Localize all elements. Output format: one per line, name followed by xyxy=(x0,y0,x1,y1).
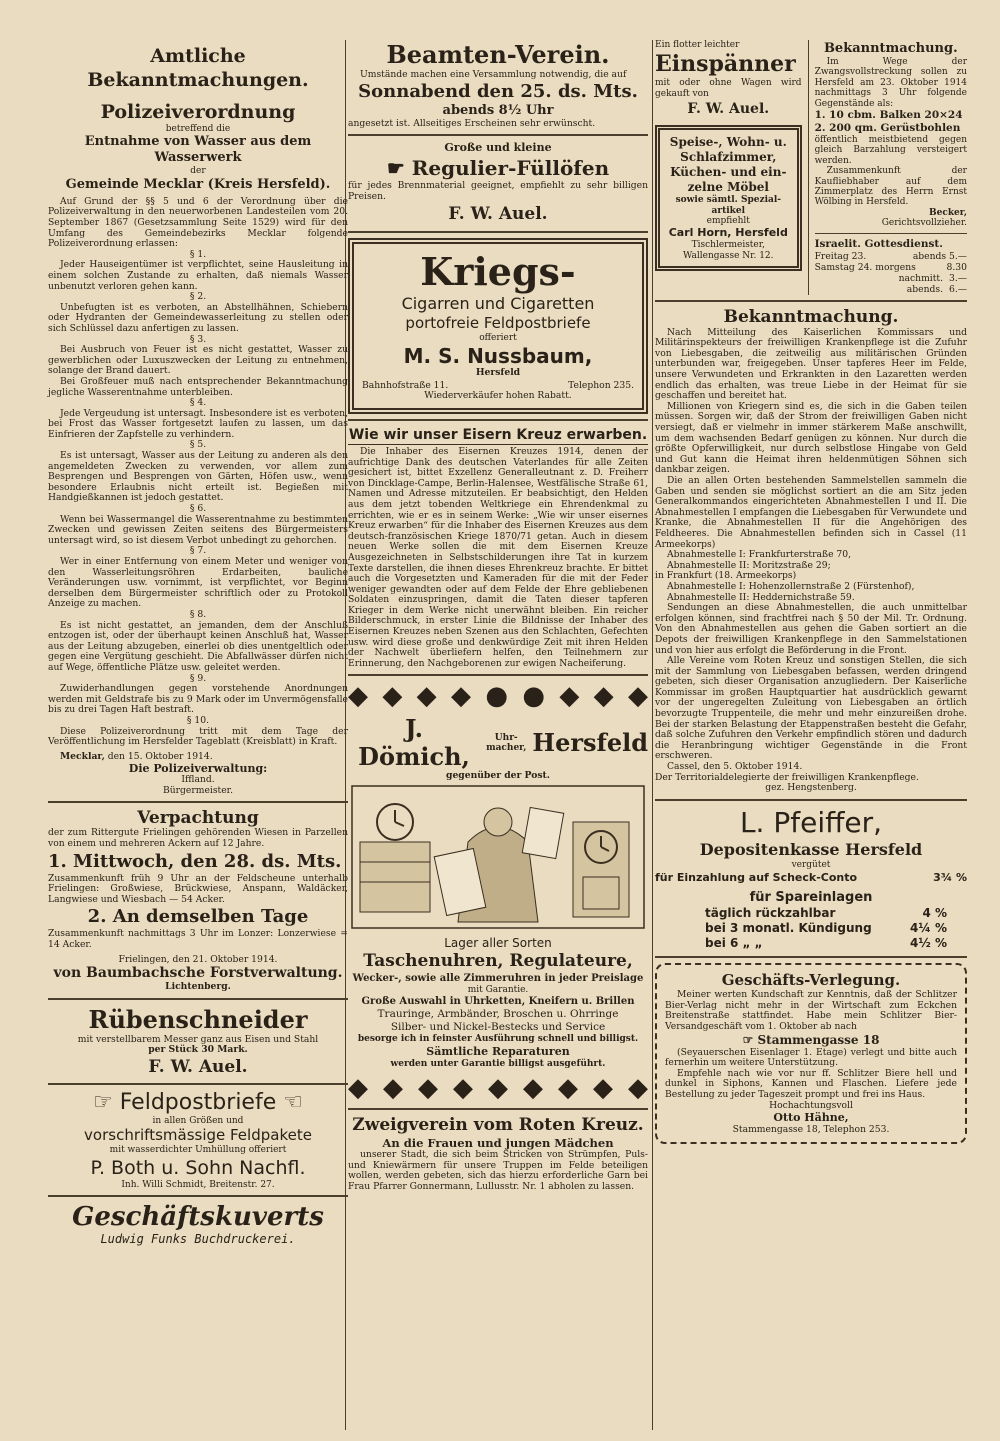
service-day: Freitag 23. xyxy=(814,250,867,262)
furniture-line-6: artikel xyxy=(711,205,746,216)
paragraph-8: Es ist nicht gestattet, an jemanden, dem der Anschluß entzogen ist, oder der überhaupt keinen Anschluß hat, Wasser aus der Leitung abzugeben, einerlei ob dies unentgeltlich oder gegen eine Vergütung geschieht. Die Abfallwässer dürfen nicht auf Wege, öffentliche Plätze usw. geleitet werden. xyxy=(48,619,348,673)
relocation-address-text: Stammengasse 18 xyxy=(757,1032,880,1047)
carriage-and-furniture xyxy=(655,40,802,295)
ordinance-date: den 15. Oktober 1914. xyxy=(107,750,213,762)
bank-rate-label: täglich rückzahlbar xyxy=(705,906,836,921)
auction-title: Bekanntmachung. xyxy=(823,41,958,56)
lease-signer: von Baumbachsche Forstverwaltung. xyxy=(53,965,343,982)
furniture-line-3: Küchen- und ein- xyxy=(670,165,787,180)
auction-item-2: 2. 200 qm. Gerüstbohlen xyxy=(814,122,961,135)
envelopes-printer: Ludwig Funks Buchdruckerei. xyxy=(100,1232,296,1247)
diamond-ornament: ◆ xyxy=(453,1073,473,1104)
furniture-firm: Carl Horn, Hersfeld xyxy=(668,226,788,240)
diamond-ornament: ◆ xyxy=(382,681,403,712)
watchmaker-line-8: Sämtliche Reparaturen xyxy=(426,1044,570,1058)
cigars-city: Hersfeld xyxy=(475,366,521,378)
paragraph-6-mark: § 6. xyxy=(189,503,207,515)
diamond-border xyxy=(348,681,648,711)
iron-cross-title: Wie wir unser Eisern Kreuz erwarben. xyxy=(348,426,648,443)
stoves-firm: F. W. Auel. xyxy=(448,204,548,225)
divider xyxy=(655,799,967,801)
paragraph-2: Unbefugten ist es verboten, an Abstellhähnen, Schiebern oder Hydranten der Gemeindewasserleitung zu stellen oder sich Schlüssel dazu anfertigen zu lassen. xyxy=(48,301,348,334)
paragraph-2-mark: § 2. xyxy=(189,291,207,303)
divider xyxy=(48,1083,348,1085)
relief-notice-p1: Nach Mitteilung des Kaiserlichen Kommissars und Militärinspekteurs der freiwilligen Krankenpflege ist die Zufuhr von Liebesgaben, die zeitweilig aus militärischen Gründen unterbunden war, freigegeben. Unser tapferes Heer im Felde, unsere Verwundeten und Erkrankten in den Lazaretten werden endlich das erhalten, was treue Liebe in der Heimat für sie geschaffen und bereitet hat. xyxy=(655,326,967,402)
beet-cutter-price: per Stück 30 Mark. xyxy=(148,1044,248,1056)
top-row xyxy=(655,40,967,295)
paragraph-10: Diese Polizeiverordnung tritt mit dem Tage der Veröffentlichung im Hersfelder Tageblatt (Kreisblatt) in Kraft. xyxy=(48,725,348,748)
watchmaker-line-9: werden unter Garantie billigst ausgeführt. xyxy=(390,1058,606,1069)
watchmaker-line-5: Trauringe, Armbänder, Broschen u. Ohrringe xyxy=(377,1008,619,1021)
paragraph-10-mark: § 10. xyxy=(186,714,210,726)
divider xyxy=(48,801,348,803)
relief-notice-p3: Die an allen Orten bestehenden Sammelstellen sammeln die Gaben und senden sie möglichst sortiert an die am Sitz jeden Generalkommandos eingerichteten Abnahmestellen I und II. Die Abnahmestellen I empfangen die Liebesgaben für Verwundete und Kranke, die Abnahmestellen II für die Angehörigen des Feldheeres. Die Abnahmestellen befinden sich in Cassel (11 Armeekorps) xyxy=(655,475,967,550)
watchmaker-line-4: Große Auswahl in Uhrketten, Kneifern u. Brillen xyxy=(361,996,635,1008)
divider xyxy=(348,674,648,676)
paragraph-5-mark: § 5. xyxy=(189,439,207,451)
stoves-title xyxy=(348,155,648,181)
service-time: 3.— xyxy=(949,272,967,284)
relief-notice-address-5: Abnahmestelle II: Heddernichstraße 59. xyxy=(667,591,855,603)
watchmaker-location: gegenüber der Post. xyxy=(446,770,550,782)
relocation-address xyxy=(665,1033,957,1048)
diamond-ornament: ◆ xyxy=(559,681,580,712)
envelopes-title: Geschäftskuverts xyxy=(72,1202,324,1233)
watchmaker-line-7: besorge ich in feinster Ausführung schnell und billigst. xyxy=(357,1034,639,1045)
relocation-title: Geschäfts-Verlegung. xyxy=(721,971,901,990)
diamond-ornament: ● xyxy=(485,681,508,712)
ordinance-title: Polizeiverordnung xyxy=(100,101,296,123)
officials-club-time: abends 8½ Uhr xyxy=(442,102,554,118)
diamond-ornament: ◆ xyxy=(348,1073,368,1104)
service-day: abends. xyxy=(906,283,944,295)
stoves-head: Große und kleine xyxy=(444,141,552,155)
service-time: abends 5.— xyxy=(912,250,967,262)
service-row xyxy=(815,251,967,262)
diamond-ornament: ◆ xyxy=(593,681,614,712)
section-heading: Amtliche Bekanntmachungen. xyxy=(87,45,309,91)
relief-notice-address-3: in Frankfurt (18. Armeekorps) xyxy=(655,570,797,582)
bank-rate-row xyxy=(655,921,967,936)
relocation-p3: Empfehle nach wie vor nur ff. Schlitzer Biere hell und dunkel in Siphons, Kannen und Flaschen. Liefere jede Bestellung zu jeder Tageszeit prompt und frei ins Haus. xyxy=(665,1067,957,1100)
lease-intro: der zum Rittergute Frielingen gehörenden Wiesen in Parzellen von einem und mehreren Ackern auf 12 Jahre. xyxy=(48,827,348,850)
cigars-sub: Cigarren und Cigaretten xyxy=(401,294,595,314)
bank-rate-value: 4¼ % xyxy=(910,921,947,936)
paragraph-3b: Bei Großfeuer muß nach entsprechender Bekanntmachung jegliche Wasserentnahme unterbleiben. xyxy=(48,375,348,398)
watchmaker-trade xyxy=(486,733,526,753)
beet-cutter-title: Rübenschneider xyxy=(88,1004,308,1034)
paragraph-1-mark: § 1. xyxy=(189,248,207,260)
fieldpost-sub3: mit wasserdichter Umhüllung offeriert xyxy=(109,1145,287,1156)
diamond-ornament: ◆ xyxy=(418,1073,438,1104)
furniture-address: Wallengasse Nr. 12. xyxy=(683,250,774,261)
red-cross-title: Zweigverein vom Roten Kreuz. xyxy=(352,1115,644,1136)
relief-notice-date: Cassel, den 5. Oktober 1914. xyxy=(667,761,803,773)
watchmaker-trade-2: macher, xyxy=(486,743,527,754)
diamond-ornament: ◆ xyxy=(558,1073,578,1104)
diamond-border xyxy=(348,1073,648,1103)
paragraph-3a: Bei Ausbruch von Feuer ist es nicht gestattet, Wasser zu gewerblichen oder Luxuszwecken der Leitung zu entnehmen, solange der Brand dauert. xyxy=(48,344,348,377)
ordinance-date-line xyxy=(48,752,348,763)
furniture-ad xyxy=(655,125,802,271)
watchmaker-trade-1: Uhr- xyxy=(494,733,518,744)
furniture-line-4: zelne Möbel xyxy=(687,180,769,195)
stoves-title-text: Regulier-Füllöfen xyxy=(411,156,610,181)
cigars-ad xyxy=(348,238,648,414)
lease-date-2: 2. An demselben Tage xyxy=(87,906,309,928)
bank-rate-label: bei 6 „ „ xyxy=(705,936,763,951)
divider xyxy=(348,231,648,233)
cigars-discount: Wiederverkäufer hohen Rabatt. xyxy=(424,390,572,402)
ordinance-authority: Die Polizeiverwaltung: xyxy=(128,762,268,776)
ordinance-sub4: Gemeinde Mecklar (Kreis Hersfeld). xyxy=(65,176,331,192)
paragraph-7: Wer in einer Entfernung von einem Meter und weniger von den Wasserleitungsröhren Erdarbeiten, bauliche Veränderungen usw. vornimmt, ist verpflichtet, vor Beginn derselben dem Bürgermeister schriftlich oder zu Protokoll Anzeige zu machen. xyxy=(48,556,348,610)
diamond-ornament: ◆ xyxy=(383,1073,403,1104)
diamond-ornament: ● xyxy=(522,681,546,712)
pointing-hand-icon: ☞ xyxy=(93,1090,120,1115)
lease-title: Verpachtung xyxy=(137,808,259,829)
carriage-head: Ein flotter leichter xyxy=(655,40,740,50)
cigars-firm: M. S. Nussbaum, xyxy=(403,343,593,368)
ordinance-intro: Auf Grund der §§ 5 und 6 der Verordnung über die Polizeiverwaltung in den neuerworbenen Landesteilen vom 20. September 1867 (Gesetzsammlung Seite 1529) wird für den Umfang des Gemeindebezirks Mecklar folgende Polizeiverordnung erlassen: xyxy=(48,195,348,250)
bank-rate-row xyxy=(655,936,967,951)
ordinance-sub3: der xyxy=(190,166,206,177)
cigars-offer: offeriert xyxy=(479,333,517,344)
relocation-p2: (Seyauerschen Eisenlager 1. Etage) verlegt und bitte auch fernerhin um weitere Unterstützung. xyxy=(665,1046,957,1069)
bank-sub: Depositenkasse Hersfeld xyxy=(699,839,923,859)
relief-notice-address-1: Abnahmestelle I: Frankfurterstraße 70, xyxy=(667,549,852,561)
stoves-text: für jedes Brennmaterial geeignet, empfiehlt zu sehr billigen Preisen. xyxy=(348,180,648,202)
lease-text-2: Zusammenkunft nachmittags 3 Uhr im Lonzer: Lonzerwiese = 14 Acker. xyxy=(48,928,348,951)
divider xyxy=(348,134,648,136)
service-row xyxy=(815,273,967,284)
carriage-text: mit oder ohne Wagen wird gekauft von xyxy=(655,78,802,99)
lease-signer-2: Lichtenberg. xyxy=(165,981,231,993)
officials-club-title: Beamten-Verein. xyxy=(386,40,610,69)
furniture-line-7: empfiehlt xyxy=(706,216,750,227)
paragraph-5: Es ist untersagt, Wasser aus der Leitung zu anderen als den angemeldeten Zwecken zu verwenden, vor allem zum Besprengen und Besprengen von Gärten, Höfen usw., wenn besondere Erlaubnis nicht erteilt ist. Begießen mit Handgießkannen ist jedoch gestattet. xyxy=(48,450,348,504)
paragraph-9-mark: § 9. xyxy=(189,672,207,684)
fieldpost-title-text: Feldpostbriefe xyxy=(119,1090,277,1115)
beet-cutter-text: mit verstellbarem Messer ganz aus Eisen und Stahl xyxy=(77,1033,319,1045)
bank-sub-2: vergütet xyxy=(791,859,831,870)
cigars-sub2: portofreie Feldpostbriefe xyxy=(405,314,591,333)
bank-rate-value: 3¾ % xyxy=(933,871,967,885)
ordinance-sub2: Entnahme von Wasser aus dem Wasserwerk xyxy=(84,134,312,166)
relief-notice-title: Bekanntmachung. xyxy=(723,306,899,327)
diamond-ornament: ◆ xyxy=(628,1073,648,1104)
paragraph-4-mark: § 4. xyxy=(189,397,207,409)
carriage-firm: F. W. Auel. xyxy=(687,101,770,118)
ordinance-place: Mecklar, xyxy=(60,750,105,762)
red-cross-text: unserer Stadt, die sich beim Stricken von Strümpfen, Puls- und Kniewärmern für unsere Truppen im Felde beteiligen wollen, werden gebeten, sich das hierzu erforderliche Garn bei Frau Pfarrer Gonnermann, Lullusstr. Nr. 1 abholen zu lassen. xyxy=(348,1149,648,1193)
furniture-line-1: Speise-, Wohn- u. xyxy=(669,135,787,150)
service-time: 6.— xyxy=(949,283,967,295)
bank-rate-row xyxy=(655,870,967,885)
auction-signer-role: Gerichtsvollzieher. xyxy=(881,218,967,229)
auction-text: Im Wege der Zwangsvollstreckung sollen zu Hersfeld am 23. Oktober 1914 nachmittags 3 Uhr folgende Gegenstände als: xyxy=(814,57,967,109)
furniture-role: Tischlermeister, xyxy=(691,240,765,251)
lease-text-1: Zusammenkunft früh 9 Uhr an der Feldscheune unterhalb Frielingen: Großwiese, Brückwiese, Anspann, Waldäcker, Langwiese und Wiesbach — 54 Acker. xyxy=(48,872,348,905)
service-row xyxy=(815,284,967,295)
auction-text-2: öffentlich meistbietend gegen gleich Barzahlung versteigert werden. xyxy=(814,135,967,166)
cigars-title: Kriegs- xyxy=(420,249,576,295)
column-2 xyxy=(348,40,648,1193)
relocation-signer-address: Stammengasse 18, Telephon 253. xyxy=(732,1124,890,1136)
service-day: Samstag 24. morgens xyxy=(814,261,916,273)
relocation-p1: Meiner werten Kundschaft zur Kenntnis, daß der Schlitzer Bier-Verlag nicht mehr in der Wirtschaft zum Eckchen Breitenstraße stattfindet. Habe mein Schlitzer Bier-Versandgeschäft vom 1. Oktober ab nach xyxy=(665,989,957,1032)
watchmaker-city: Hersfeld xyxy=(532,728,648,758)
auction-signer: Becker, xyxy=(929,207,967,218)
auction-and-service xyxy=(808,40,967,295)
bank-rate-value: 4 % xyxy=(922,906,947,921)
bank-title: L. Pfeiffer, xyxy=(739,805,883,839)
watchmaker-stock: Lager aller Sorten xyxy=(444,936,552,951)
diamond-ornament: ◆ xyxy=(348,681,368,712)
officials-club-text: Umstände machen eine Versammlung notwendig, die auf xyxy=(360,69,627,80)
fieldpost-firm: P. Both u. Sohn Nachfl. xyxy=(90,1156,306,1179)
watchmaker-line-3: mit Garantie. xyxy=(467,985,529,996)
divider xyxy=(348,419,648,421)
auction-item-1: 1. 10 cbm. Balken 20×24 xyxy=(814,109,963,122)
pointing-hand-icon: ☜ xyxy=(276,1090,303,1115)
divider xyxy=(655,956,967,958)
relocation-ad xyxy=(655,963,967,1144)
pointing-hand-icon: ☞ xyxy=(742,1032,758,1047)
bank-rate-label: für Einzahlung auf Scheck-Conto xyxy=(655,871,858,885)
column-1 xyxy=(48,40,348,1247)
fieldpost-sub2: vorschriftsmässige Feldpakete xyxy=(84,1126,312,1145)
officials-club-text-2: angesetzt ist. Allseitiges Erscheinen sehr erwünscht. xyxy=(348,117,596,129)
ordinance-sub1: betreffend die xyxy=(165,124,231,134)
divider xyxy=(655,300,967,302)
diamond-ornament: ◆ xyxy=(488,1073,508,1104)
diamond-ornament: ◆ xyxy=(416,681,437,712)
service-row xyxy=(815,262,967,273)
paragraph-6: Wenn bei Wassermangel die Wasserentnahme zu bestimmten Zwecken und gewissen Zeiten seitens des Bürgermeisters untersagt wird, so ist diesem Verbot unbedingt zu gehorchen. xyxy=(48,513,348,546)
bank-rate-value: 4½ % xyxy=(910,936,947,951)
watchmaker-line-1: Taschenuhren, Regulateure, xyxy=(363,951,633,972)
relief-notice-signer-2: gez. Hengstenberg. xyxy=(765,782,857,794)
iron-cross-text: Die Inhaber des Eisernen Kreuzes 1914, denen der aufrichtige Dank des deutschen Vaterlandes für alle Zeiten gesichert ist, bittet Exzellenz Generalleutnant z. D. Freiherr von Dincklage-Campe, Berlin-Halensee, Westfälische Straße 61, Namen und Adresse mitzuteilen. Er beabsichtigt, den Helden aus dem jetzt tobenden Weltkriege ein Ehrendenkmal zu errichten, wie er es in seinem Werke: „Wie wir unser eisernes Kreuz erwarben“ für die Inhaber des Eisernen Kreuzes aus dem deutsch-französischen Kriege 1870/71 getan. Auch in diesem neuen Werke sollen die mit dem Eisernen Kreuze Ausgezeichneten in Selbstschilderungen ihre Tat in kurzem Texte darstellen, die ihnen dieses Ehrenkreuz brachte. Er bittet auch die Vorgesetzten und Kameraden für die mit der Feder weniger gewandten oder auf dem Felde der Ehre gebliebenen Soldaten einzuspringen, damit die Taten dieser tapferen Krieger in dem Werke nicht unerwähnt bleiben. Ein reicher Bilderschmuck, in erster Linie die Bildnisse der Inhaber des Eisernen Kreuzes neben Szenen aus den Schlachten, Gefechten usw. wird diese große und denkwürdige Zeit mit ihren Helden der Nachwelt überliefern helfen, den Teilnehmern zur Erinnerung, den Nachgeborenen zur ewigen Nacheiferung. xyxy=(348,445,648,669)
auction-text-3: Zusammenkunft der Kaufliebhaber auf dem Zimmerplatz des Herrn Ernst Wölbing in Hersfeld. xyxy=(814,166,967,208)
fieldpost-owner: Inh. Willi Schmidt, Breitenstr. 27. xyxy=(121,1179,275,1190)
diamond-ornament: ◆ xyxy=(628,681,648,712)
diamond-ornament: ◆ xyxy=(523,1073,543,1104)
divider xyxy=(48,998,348,1000)
pointing-hand-icon: ☛ xyxy=(386,156,412,181)
furniture-line-2: Schlafzimmer, xyxy=(680,150,777,165)
column-3 xyxy=(655,40,967,1144)
bank-savings-head: für Spareinlagen xyxy=(749,890,873,906)
officials-club-date: Sonnabend den 25. ds. Mts. xyxy=(358,80,638,102)
paragraph-9: Zuwiderhandlungen gegen vorstehende Anordnungen werden mit Geldstrafe bis zu 9 Mark oder im Unvermögensfalle bis zu drei Tagen Haft bestraft. xyxy=(48,683,348,716)
divider xyxy=(815,233,967,234)
relief-notice-p2: Millionen von Kriegern sind es, die sich in die Gaben teilen müssen. Sorgen wir, daß der Strom der freiwilligen Gaben nicht versiegt, daß er vielmehr in immer stärkerem Maße anschwillt, um dem wachsenden Bedarf genügen zu können. Nur durch die größte Opferwilligkeit, nur durch selbstlose Hingabe von Geld und Gut kann die Heimat ihren heldenmütigen Söhnen sich dankbar zeigen. xyxy=(655,400,967,476)
watchmaker-headline xyxy=(348,715,648,771)
beet-cutter-firm: F. W. Auel. xyxy=(148,1057,248,1077)
bank-rate-label: bei 3 monatl. Kündigung xyxy=(705,921,872,936)
service-day: nachmitt. xyxy=(898,272,944,284)
cigars-address: Bahnhofstraße 11. xyxy=(362,380,449,392)
watchmaker-line-6: Silber- und Nickel-Bestecks und Service xyxy=(390,1021,606,1034)
paragraph-3-mark: § 3. xyxy=(189,333,207,345)
relocation-signer: Otto Hähne, xyxy=(773,1111,849,1125)
relief-notice-signer: Der Territorialdelegierte der freiwilligen Krankenpflege. xyxy=(655,771,919,783)
relief-notice-address-2: Abnahmestelle II: Moritzstraße 29; xyxy=(667,559,831,571)
column-rule-right xyxy=(652,40,653,1430)
ordinance-signer: Iffland. xyxy=(181,774,215,786)
paragraph-4: Jede Vergeudung ist untersagt. Insbesondere ist es verboten, bei Frost das Wasser fortgesetzt laufen zu lassen, um das Einfrieren der Zapfstelle zu verhindern. xyxy=(48,407,348,440)
ordinance-signer-role: Bürgermeister. xyxy=(162,784,233,796)
red-cross-sub: An die Frauen und jungen Mädchen xyxy=(382,1136,614,1151)
lease-date-1: 1. Mittwoch, den 28. ds. Mts. xyxy=(48,850,342,872)
paragraph-7-mark: § 7. xyxy=(189,545,207,557)
diamond-ornament: ◆ xyxy=(593,1073,613,1104)
carriage-title: Einspänner xyxy=(655,51,796,78)
diamond-ornament: ◆ xyxy=(450,681,471,712)
fieldpost-title xyxy=(48,1090,348,1116)
relief-notice-p5: Alle Vereine vom Roten Kreuz und sonstigen Stellen, die sich mit der Sammlung von Liebesgaben befassen, werden dringend gebeten, sich dieser Organisation anzugliedern. Der Kaiserliche Kommissar im großen Hauptquartier hat ausdrücklich gewarnt vor der ungeregelten Zuleitung von Liebesgaben an örtlich bevorzugte Truppenteile, die mehr und mehr einzureißen drohe. Bei der starken Belastung der Etappenstraßen besteht die Gefahr, daß solche Zufuhren den Verkehr empfindlich stören und dadurch die Heranbringung wichtiger Gegenstände in die Front erschweren. xyxy=(655,655,967,762)
service-time: 8.30 xyxy=(946,261,967,273)
watchmaker-line-2: Wecker-, sowie alle Zimmeruhren in jeder Preislage xyxy=(352,973,644,985)
watchmaker-illustration xyxy=(348,782,648,932)
divider xyxy=(348,1108,648,1110)
paragraph-1: Jeder Hauseigentümer ist verpflichtet, seine Hausleitung in einem solchen Zustande zu erhalten, daß niemals Wasser unbenutzt verloren gehen kann. xyxy=(48,259,348,292)
relief-notice-address-4: Abnahmestelle I: Hohenzollernstraße 2 (Fürstenhof), xyxy=(667,580,915,592)
cigars-telephone: Telephon 235. xyxy=(568,380,634,392)
relocation-greeting: Hochachtungsvoll xyxy=(769,1099,853,1111)
paragraph-8-mark: § 8. xyxy=(189,608,207,620)
lease-date: Frielingen, den 21. Oktober 1914. xyxy=(118,953,278,965)
fieldpost-sub: in allen Größen und xyxy=(152,1116,244,1126)
service-title: Israelit. Gottesdienst. xyxy=(814,237,943,250)
bank-rate-row xyxy=(655,906,967,921)
watchmaker-firm: J. Dömich, xyxy=(358,714,470,772)
relief-notice-p4: Sendungen an diese Abnahmestellen, die auch unmittelbar erfolgen können, sind frachtfrei nach § 50 der Mil. Tr. Ordnung. Von den Abnahmestellen aus gehen die Gaben sortiert an die Depots der freiwilligen Krankenpflege in den Sammelstationen und von hier aus erfolgt die Beförderung in die Front. xyxy=(655,602,967,656)
furniture-line-5: sowie sämtl. Spezial- xyxy=(675,195,781,206)
divider xyxy=(48,1195,348,1197)
